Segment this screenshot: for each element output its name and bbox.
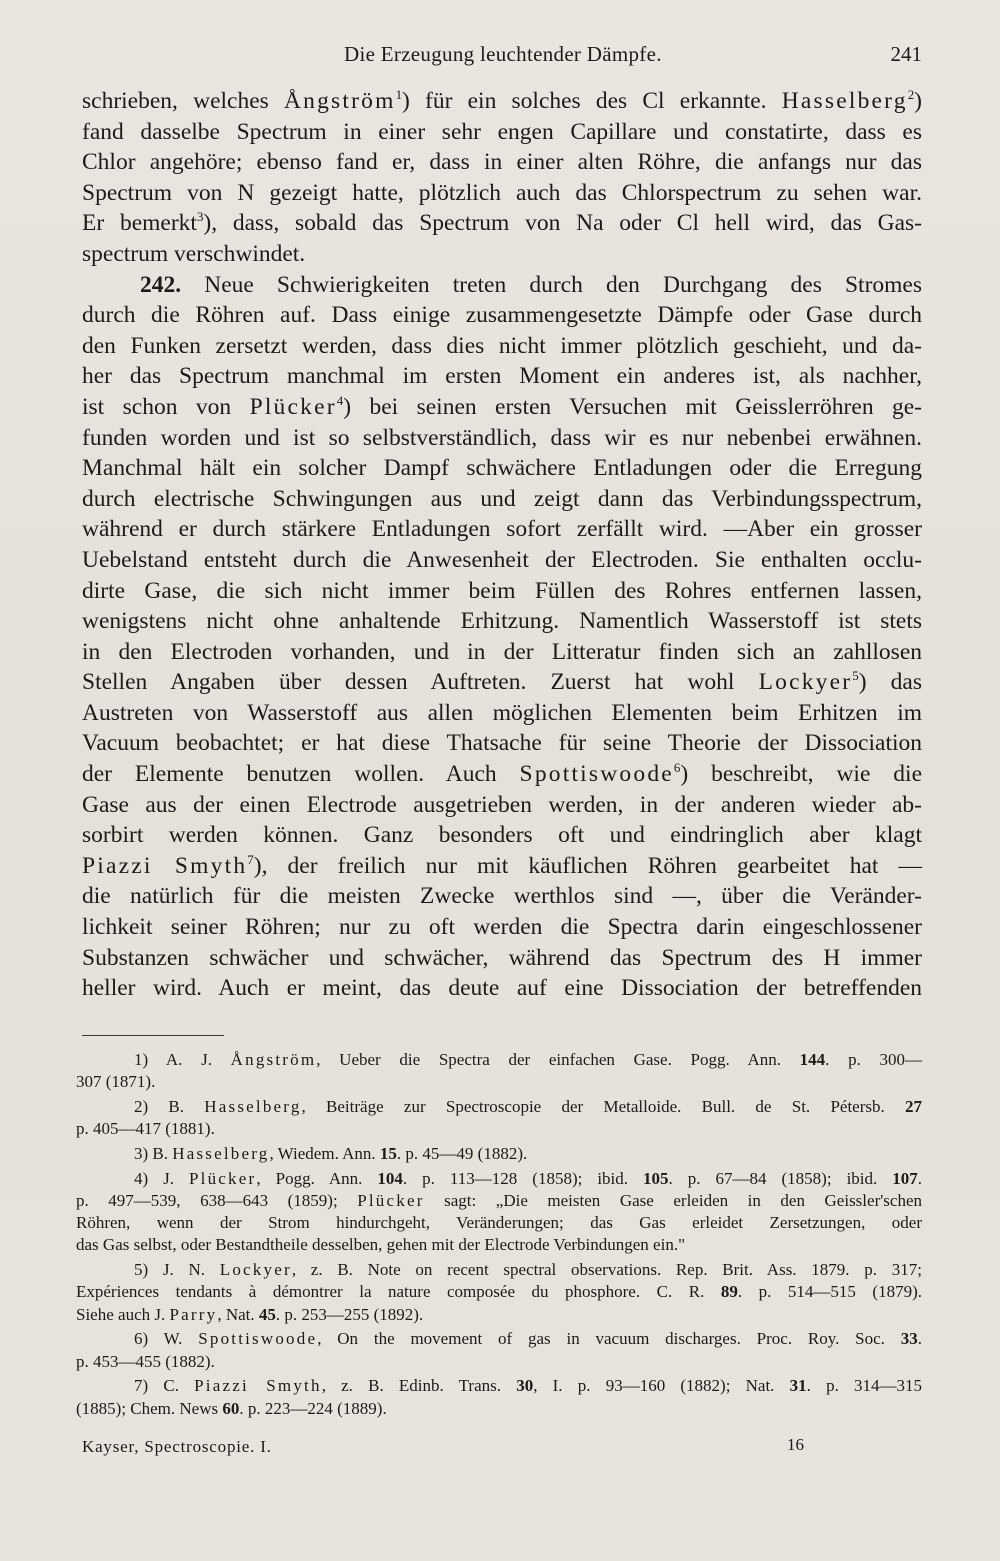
page-number: 241 xyxy=(890,42,922,66)
footnote-line: Röhren, wenn der Strom hindurchgeht, Veränderungen; das Gas erleidet Zersetzungen, oder xyxy=(76,1213,922,1233)
text-run: 2) B. xyxy=(134,1097,205,1116)
text-run: . xyxy=(917,1168,923,1188)
volume-number: 89 xyxy=(720,1282,738,1302)
text-line: Austreten von Wasserstoff aus allen möglichen Elementen beim Erhitzen im xyxy=(82,699,922,726)
footnote-line xyxy=(76,1259,922,1281)
author-name: Lockyer xyxy=(219,1260,292,1280)
text-line: Uebelstand entsteht durch die Anwesenheit der Electroden. Sie enthalten occlu- xyxy=(82,546,922,573)
text-line: die natürlich für die meisten Zwecke werthlos sind —, über die Veränder- xyxy=(82,883,922,910)
volume-number: 105 xyxy=(643,1168,669,1188)
footnote-3 xyxy=(76,1143,922,1165)
text-run: . p. 514—515 (1879). xyxy=(737,1282,923,1302)
text-run: 3) B. xyxy=(134,1144,173,1163)
text-run: , Ueber die Spectra der einfachen Gase. Pogg. Ann. xyxy=(316,1050,800,1069)
text-run: , Nat. xyxy=(217,1304,259,1324)
text-line: lichkeit seiner Röhren; nur zu oft werden die Spectra darin eingeschlossener xyxy=(82,914,922,941)
footnote-line xyxy=(76,1168,922,1190)
author-name: Ångström xyxy=(230,1050,317,1069)
text-line xyxy=(82,759,922,790)
footnote-4 xyxy=(76,1168,922,1257)
footnote-line: p. 405—417 (1881). xyxy=(76,1119,215,1139)
text-line xyxy=(82,208,922,239)
footnote-line xyxy=(76,1328,922,1350)
text-run: ) beschreibt, wie die xyxy=(680,761,922,788)
text-run: ), der freilich nur mit käuflichen Röhren gearbeitet hat — xyxy=(253,852,922,879)
text-run: . p. 253—255 (1892). xyxy=(275,1304,424,1324)
volume-number: 27 xyxy=(905,1097,923,1116)
text-run: p. 497—539, 638—643 (1859); xyxy=(76,1191,358,1210)
text-run: . p. 314—315 xyxy=(806,1376,923,1396)
footnote-5 xyxy=(76,1259,922,1326)
footnotes xyxy=(76,1049,922,1422)
text-run: ist schon von xyxy=(82,393,250,420)
text-line: durch electrische Schwingungen aus und zeigt dann das Verbindungsspectrum, xyxy=(82,485,922,512)
author-name: Piazzi Smyth xyxy=(194,1376,322,1396)
text-line: Gase aus der einen Electrode ausgetrieben werden, in der anderen wieder ab- xyxy=(82,791,922,818)
author-name: Spottiswoode xyxy=(198,1329,318,1349)
footnote-divider xyxy=(82,1035,224,1036)
text-line: sorbirt werden können. Ganz besonders oft und eindringlich aber klagt xyxy=(82,822,922,849)
text-run: , z. B. Note on recent spectral observations. Rep. Brit. Ass. 1879. p. 317; xyxy=(291,1260,922,1280)
footnote-line: p. 453—455 (1882). xyxy=(76,1351,215,1371)
volume-number: 144 xyxy=(799,1050,826,1069)
text-run: ) das xyxy=(858,669,922,696)
text-run: . xyxy=(917,1329,922,1349)
text-run: 5) J. N. xyxy=(134,1260,220,1280)
text-run: Neue Schwierigkeiten treten durch den Durchgang des Stromes xyxy=(181,271,922,298)
text-run: . p. 223—224 (1889). xyxy=(239,1398,387,1418)
text-line: wenigstens nicht ohne anhaltende Erhitzung. Namentlich Wasserstoff ist stets xyxy=(82,608,922,635)
text-line xyxy=(82,392,922,423)
text-line: Spectrum von N gezeigt hatte, plötzlich auch das Chlorspectrum zu sehen war. xyxy=(82,179,922,206)
footnote-ref[interactable]: 1 xyxy=(395,86,403,102)
text-run: Siehe auch J. xyxy=(76,1304,170,1324)
text-line: dirte Gase, die sich nicht immer beim Füllen des Rohres entfernen lassen, xyxy=(82,577,922,604)
author-name: Plücker xyxy=(357,1191,425,1210)
text-run: 1) A. J. xyxy=(134,1050,231,1069)
text-run: ) xyxy=(914,88,922,114)
text-run: Stellen Angaben über dessen Auftreten. Zuerst hat wohl xyxy=(82,669,759,696)
author-name: Hasselberg xyxy=(781,88,908,114)
text-run: , z. B. Edinb. Trans. xyxy=(321,1376,517,1396)
text-line: her das Spectrum manchmal im ersten Moment ein anderes ist, als nachher, xyxy=(82,363,922,390)
text-line: funden worden und ist so selbstverständlich, dass wir es nur nebenbei erwähnen. xyxy=(82,424,922,451)
footnote-6 xyxy=(76,1328,922,1372)
author-name: Parry xyxy=(169,1304,218,1324)
text-line: fand dasselbe Spectrum in einer sehr engen Capillare und constatirte, dass es xyxy=(82,118,922,145)
text-line: den Funken zersetzt werden, dass dies nicht immer plötzlich geschieht, und da- xyxy=(82,332,922,359)
author-name: Hasselberg xyxy=(172,1144,270,1163)
footnote-ref[interactable]: 5 xyxy=(852,668,859,684)
author-name: Spottiswoode xyxy=(519,761,674,788)
volume-number: 60 xyxy=(222,1398,240,1418)
volume-number: 107 xyxy=(892,1168,918,1188)
text-run: 4) J. xyxy=(134,1168,190,1188)
text-line: während er durch stärkere Entladungen sofort zerfällt wird. —Aber ein grosser xyxy=(82,516,922,543)
footnote-line xyxy=(76,1190,922,1212)
author-name: Hasselberg xyxy=(204,1097,302,1116)
footnote-ref[interactable]: 2 xyxy=(907,86,915,102)
text-run: ), dass, sobald das Spectrum von Na oder Cl hell wird, das Gas- xyxy=(203,210,922,237)
text-run: , I. p. 93—160 (1882); Nat. xyxy=(533,1376,790,1396)
footnote-line xyxy=(76,1281,922,1303)
footnote-ref[interactable]: 4 xyxy=(336,392,344,408)
volume-number: 15 xyxy=(379,1144,397,1163)
text-run: ) für ein solches des Cl erkannte. xyxy=(402,88,782,114)
running-head: Die Erzeugung leuchtender Dämpfe. xyxy=(344,42,662,66)
text-line: Manchmal hält ein solcher Dampf schwächere Entladungen oder die Erregung xyxy=(82,455,922,482)
author-name: Ångström xyxy=(283,88,396,114)
text-run: . p. 300— xyxy=(825,1050,922,1069)
author-name: Plücker xyxy=(249,393,337,420)
footnote-line: 307 (1871). xyxy=(76,1072,156,1092)
text-run: . p. 45—49 (1882). xyxy=(396,1144,528,1163)
volume-number: 30 xyxy=(516,1376,534,1396)
footnote-ref[interactable]: 6 xyxy=(673,760,681,776)
footnote-ref[interactable]: 3 xyxy=(196,209,204,225)
volume-number: 45 xyxy=(258,1304,276,1324)
text-run: 7) C. xyxy=(134,1376,195,1396)
text-run: sagt: „Die meisten Gase erleiden in den Geissler'schen xyxy=(424,1191,922,1210)
text-line xyxy=(82,86,922,117)
author-name: Plücker xyxy=(189,1168,257,1188)
text-run: , Beiträge zur Spectroscopie der Metalloide. Bull. de St. Pétersb. xyxy=(301,1097,906,1116)
text-run: , Wiedem. Ann. xyxy=(269,1144,380,1163)
footnote-line xyxy=(76,1398,922,1420)
footnote-line xyxy=(76,1049,922,1071)
printer-signature: Kayser, Spectroscopie. I. xyxy=(82,1437,272,1456)
text-run: der Elemente benutzen wollen. Auch xyxy=(82,761,520,788)
text-run: . p. 67—84 (1858); ibid. xyxy=(668,1168,893,1188)
text-run: ) bei seinen ersten Versuchen mit Geisslerröhren ge- xyxy=(343,393,922,420)
footnote-2 xyxy=(76,1096,922,1140)
text-line: in den Electroden vorhanden, und in der Litteratur finden sich an zahllosen xyxy=(82,638,922,665)
text-line: Substanzen schwächer und schwächer, während das Spectrum des H immer xyxy=(82,944,922,971)
text-line: spectrum verschwindet. xyxy=(82,240,306,267)
footnote-line: das Gas selbst, oder Bestandtheile desselben, gehen mit der Electrode Verbindungen ein." xyxy=(76,1235,686,1255)
footnote-line xyxy=(76,1143,922,1165)
text-run: schrieben, welches xyxy=(82,88,284,114)
sheet-number: 16 xyxy=(787,1435,804,1454)
text-run: Expériences tendants à démontrer la nature composée du phosphore. C. R. xyxy=(76,1282,721,1302)
text-line: Chlor angehöre; ebenso fand er, dass in einer alten Röhre, die anfangs nur das xyxy=(82,149,922,176)
author-name: Lockyer xyxy=(758,669,853,696)
body-text xyxy=(82,86,922,1004)
footnote-ref[interactable]: 7 xyxy=(247,851,254,867)
text-run: (1885); Chem. News xyxy=(76,1398,223,1418)
text-line xyxy=(82,270,922,301)
footnote-7 xyxy=(76,1375,922,1419)
text-line: Vacuum beobachtet; er hat diese Thatsache für seine Theorie der Dissociation xyxy=(82,730,922,757)
text-run: . p. 113—128 (1858); ibid. xyxy=(402,1168,644,1188)
section-number: 242. xyxy=(140,271,182,298)
footnote-line xyxy=(76,1375,922,1397)
text-run: Er bemerkt xyxy=(82,210,197,237)
text-line: heller wird. Auch er meint, das deute auf eine Dissociation der betreffenden xyxy=(82,975,922,1002)
footnote-line xyxy=(76,1304,922,1326)
footnote-line xyxy=(76,1096,922,1118)
volume-number: 33 xyxy=(900,1329,918,1349)
text-run: , Pogg. Ann. xyxy=(256,1168,378,1188)
text-line xyxy=(82,851,922,882)
text-line xyxy=(82,667,922,698)
text-run: 6) W. xyxy=(134,1329,199,1349)
footnote-1 xyxy=(76,1049,922,1093)
author-name: Piazzi Smyth xyxy=(82,852,248,879)
page-header xyxy=(82,42,922,72)
text-run: , On the movement of gas in vacuum discharges. Proc. Roy. Soc. xyxy=(317,1329,901,1349)
volume-number: 31 xyxy=(789,1376,807,1396)
volume-number: 104 xyxy=(377,1168,403,1188)
text-line: durch die Röhren auf. Dass einige zusammengesetzte Dämpfe oder Gase durch xyxy=(82,302,922,329)
